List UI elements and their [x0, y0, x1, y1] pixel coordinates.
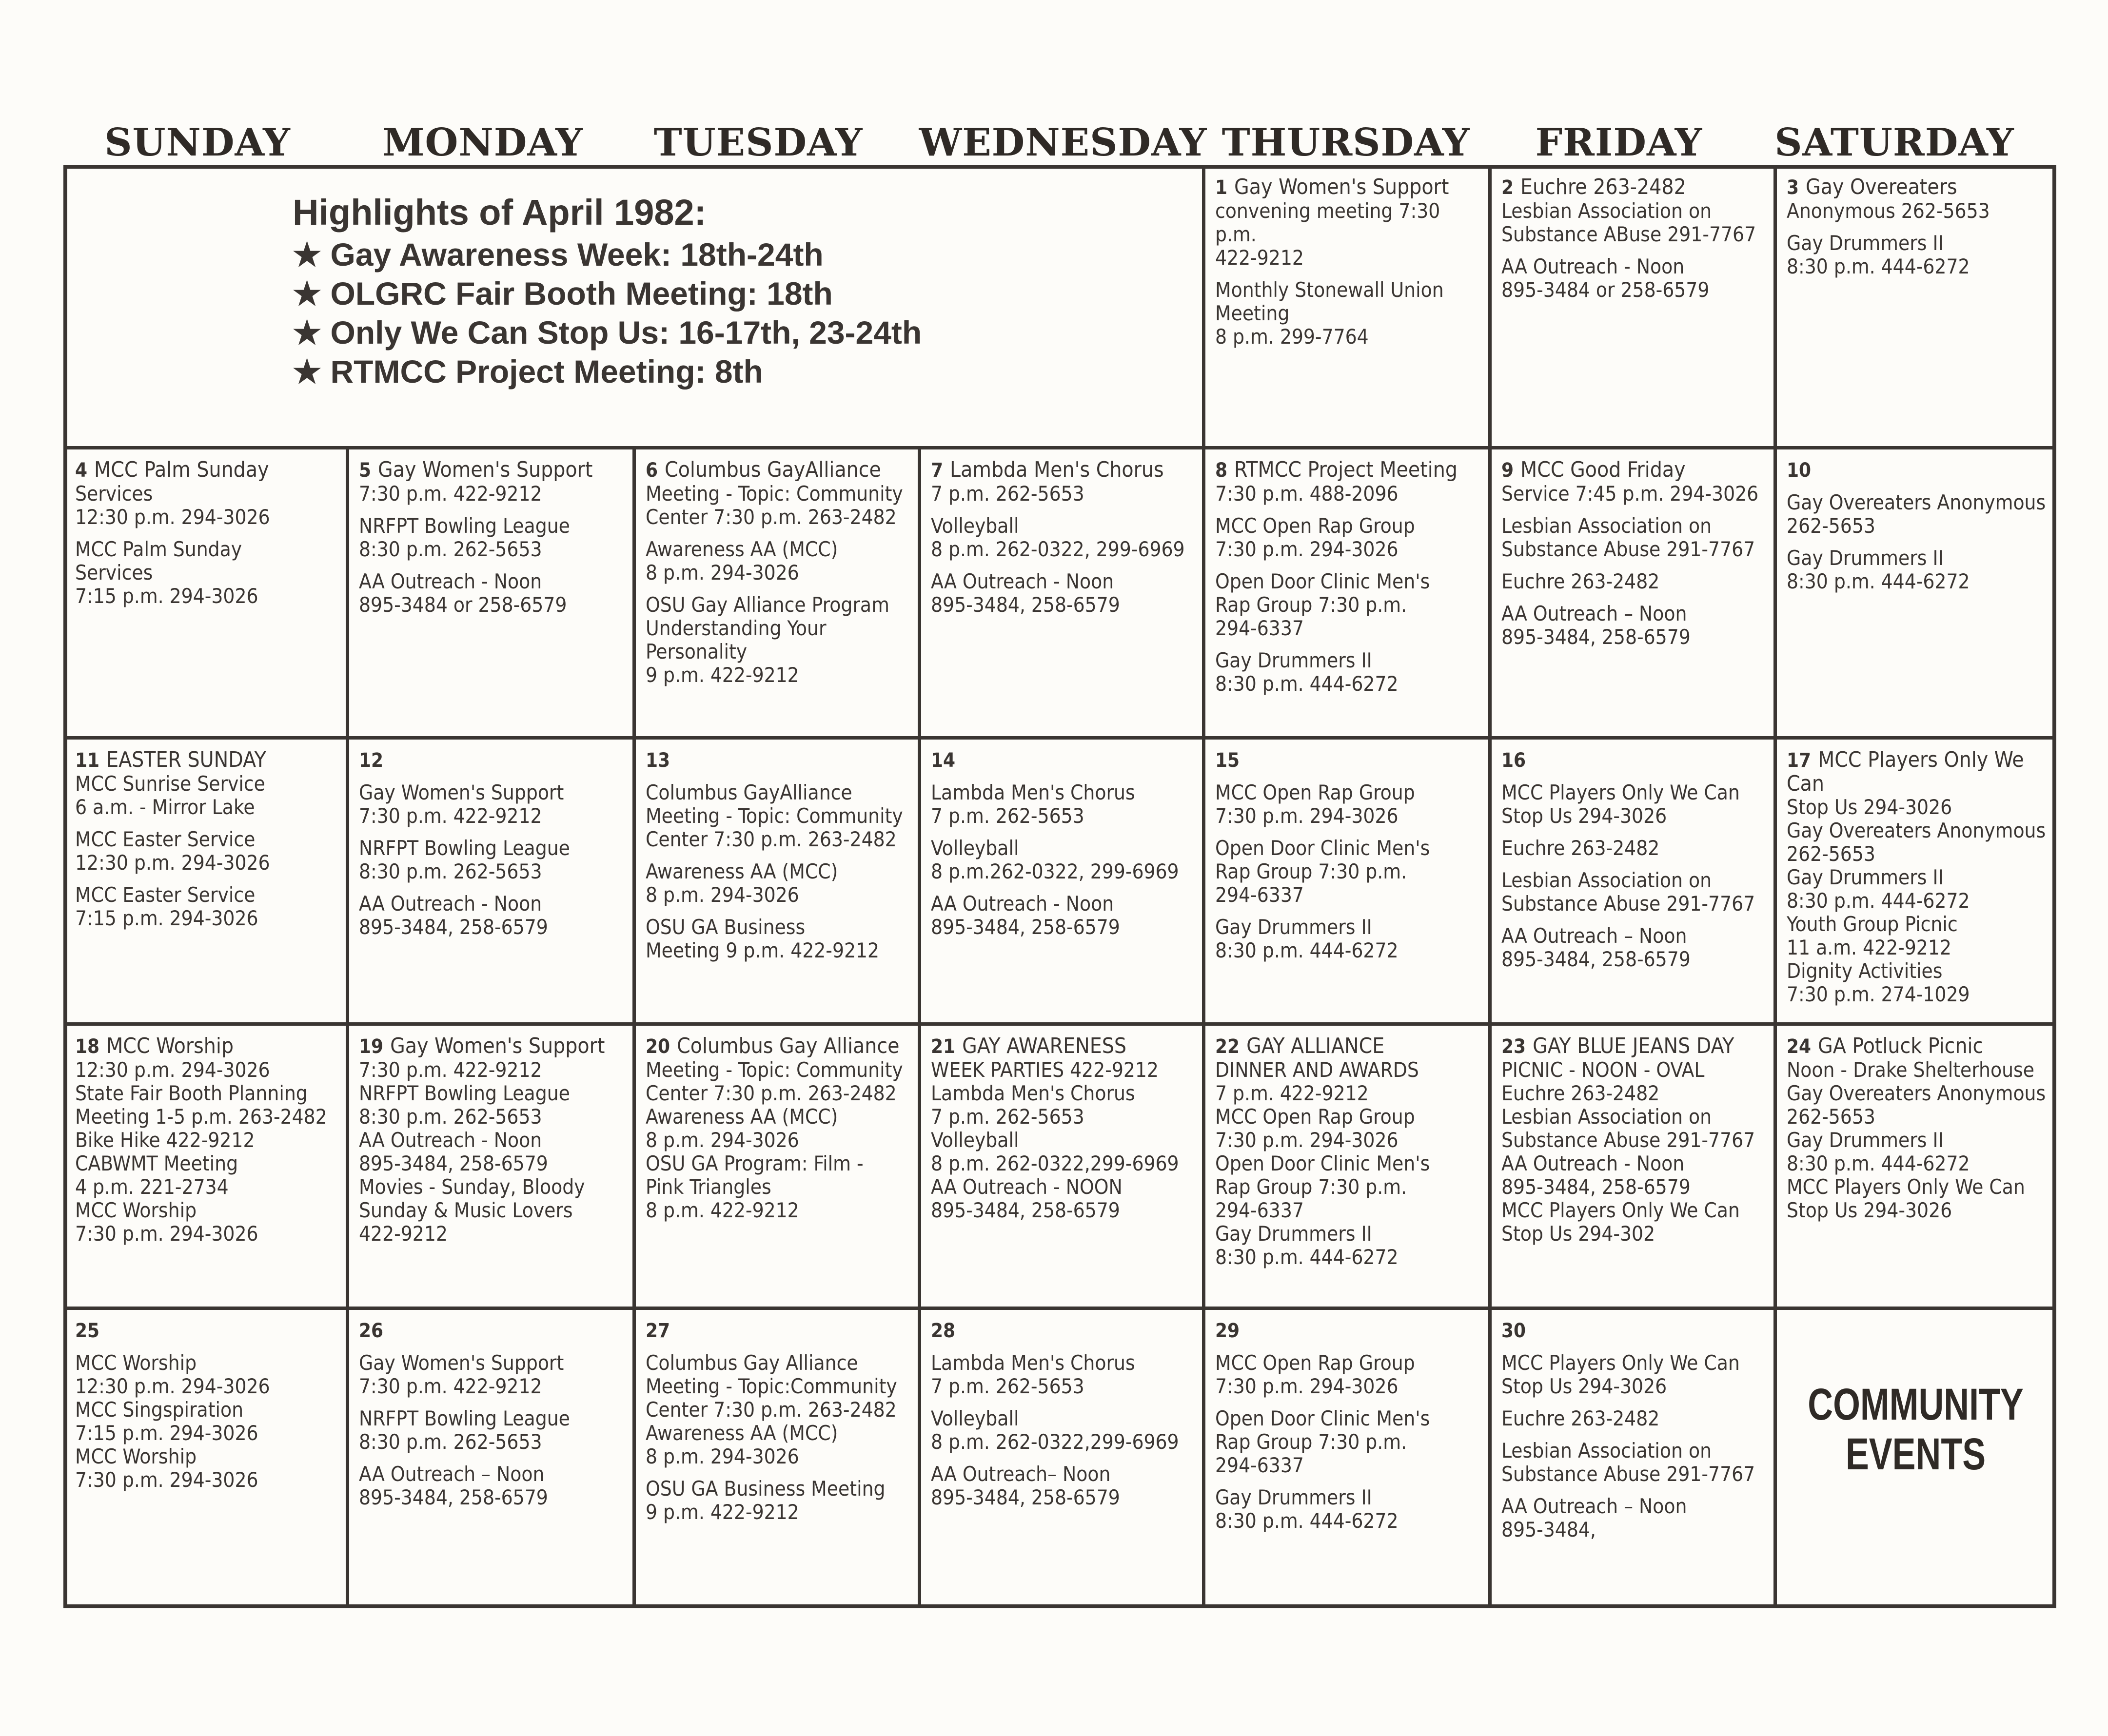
event-entry: MCC Open Rap Group 7:30 p.m. 294-3026: [1215, 780, 1415, 828]
highlight-item: ★ OLGRC Fair Booth Meeting: 18th: [293, 275, 833, 312]
weekday-friday: FRIDAY: [1535, 120, 1703, 165]
event-entry: AA Outreach - Noon 895-3484, 258-6579: [931, 569, 1120, 617]
highlight-item: ★ Gay Awareness Week: 18th-24th: [293, 236, 824, 273]
event-entry: Noon - Drake Shelterhouse Gay Overeaters Anonymous 262-5653 Gay Drummers II 8:30 p.m. 444-6272 MCC Players Only We Can Stop Us 294-3026: [1787, 1058, 2046, 1222]
event-entry: Lambda Men's Chorus 7 p.m. 262-5653: [931, 780, 1135, 828]
highlights-title: Highlights of April 1982:: [293, 192, 707, 233]
event-entry: Open Door Clinic Men's Rap Group 7:30 p.m. 294-6337: [1215, 836, 1430, 907]
event-entry: Lambda Men's Chorus 7 p.m. 262-5653: [931, 1351, 1135, 1398]
event-entry: Euchre 263-2482: [1501, 569, 1660, 593]
day-cell-4: [65, 449, 345, 736]
weekday-tuesday: TUESDAY: [653, 120, 863, 165]
event-entry: 7:30 p.m. 488-2096: [1215, 482, 1399, 506]
event-entry: Gay Drummers II 8:30 p.m. 444-6272: [1787, 546, 1970, 593]
event-entry: Awareness AA (MCC) 8 p.m. 294-3026: [646, 859, 838, 907]
grid-column-divider: [346, 448, 349, 1608]
event-heading: Gay Women's Support: [1234, 175, 1449, 199]
event-entry: Anonymous 262-5653: [1787, 199, 1990, 223]
day-cell-1: [1205, 167, 1488, 446]
day-number: 14: [931, 749, 956, 772]
day-cell-28: [921, 1310, 1202, 1606]
event-entry: Lesbian Association on Substance ABuse 291-7767: [1501, 199, 1756, 246]
event-entry: NRFPT Bowling League 8:30 p.m. 262-5653: [359, 1406, 570, 1454]
event-entry: OSU GA Business Meeting 9 p.m. 422-9212: [646, 1477, 886, 1524]
day-number: 29: [1215, 1320, 1240, 1342]
day-number: 5: [359, 459, 372, 482]
day-cell-5: [349, 449, 632, 736]
day-number: 6: [646, 459, 658, 482]
day-number: 13: [646, 749, 670, 772]
event-heading: MCC Worship: [106, 1034, 234, 1058]
highlight-item: ★ RTMCC Project Meeting: 8th: [293, 353, 763, 390]
grid-column-divider: [1202, 165, 1205, 1608]
day-cell-2: [1492, 167, 1773, 446]
day-number: 3: [1787, 176, 1799, 199]
event-entry: Columbus GayAlliance Meeting - Topic: Community Center 7:30 p.m. 263-2482: [646, 780, 903, 851]
day-cell-7: [921, 449, 1202, 736]
day-cell-24: [1777, 1026, 2054, 1306]
event-heading: MCC Good Friday: [1520, 457, 1686, 482]
event-entry: Open Door Clinic Men's Rap Group 7:30 p.m. 294-6337: [1215, 1406, 1430, 1477]
event-entry: Gay Drummers II 8:30 p.m. 444-6272: [1787, 231, 1970, 278]
event-entry: AA Outreach – Noon 895-3484, 258-6579: [1501, 602, 1691, 649]
day-cell-12: [349, 740, 632, 1022]
event-entry: 12:30 p.m. 294-3026 State Fair Booth Planning Meeting 1-5 p.m. 263-2482 Bike Hike 422-9212 CABWMT Meeting 4 p.m. 221-2734 MCC Worship 7:30 p.m. 294-3026: [75, 1058, 327, 1246]
day-cell-30: [1492, 1310, 1773, 1606]
day-cell-27: [636, 1310, 917, 1606]
day-number: 15: [1215, 749, 1240, 772]
event-heading: RTMCC Project Meeting: [1234, 457, 1458, 482]
day-cell-13: [636, 740, 917, 1022]
event-entry: convening meeting 7:30 p.m. 422-9212: [1215, 199, 1440, 270]
highlights-box: [293, 190, 1170, 391]
grid-row-divider: [63, 446, 2056, 449]
event-entry: Gay Drummers II 8:30 p.m. 444-6272: [1215, 1485, 1399, 1533]
day-number: 8: [1215, 459, 1228, 482]
day-number: 21: [931, 1035, 956, 1058]
event-heading: Gay Women's Support: [390, 1034, 605, 1058]
event-entry: Awareness AA (MCC) 8 p.m. 294-3026: [646, 537, 838, 585]
day-number: 24: [1787, 1035, 1812, 1058]
day-cell-29: [1205, 1310, 1488, 1606]
day-cell-19: [349, 1026, 632, 1306]
event-entry: Euchre 263-2482: [1501, 1406, 1660, 1430]
event-heading: GAY AWARENESS: [962, 1034, 1127, 1058]
event-entry: Meeting - Topic: Community Center 7:30 p.m. 263-2482 Awareness AA (MCC) 8 p.m. 294-3026 OSU GA Program: Film - Pink Triangles 8 p.m. 422-9212: [646, 1058, 903, 1222]
day-number: 25: [75, 1320, 100, 1342]
highlight-item: ★ Only We Can Stop Us: 16-17th, 23-24th: [293, 314, 922, 351]
event-entry: AA Outreach – Noon 895-3484,: [1501, 1494, 1687, 1541]
event-entry: Volleyball 8 p.m. 262-0322, 299-6969: [931, 514, 1185, 561]
event-heading: MCC Palm Sunday: [94, 457, 269, 482]
event-entry: Monthly Stonewall Union Meeting 8 p.m. 299-7764: [1215, 278, 1444, 349]
event-entry: Volleyball 8 p.m. 262-0322,299-6969: [931, 1406, 1179, 1454]
event-entry: PICNIC - NOON - OVAL Euchre 263-2482 Lesbian Association on Substance Abuse 291-7767 AA Outreach - Noon 895-3484, 258-6579 MCC Players Only We Can Stop Us 294-302: [1501, 1058, 1755, 1246]
day-cell-18: [65, 1026, 345, 1306]
event-heading: Columbus GayAlliance: [665, 457, 881, 482]
day-number: 30: [1501, 1320, 1526, 1342]
community-events-label: COMMUNITY EVENTS: [1808, 1380, 2024, 1479]
event-entry: Gay Women's Support 7:30 p.m. 422-9212: [359, 780, 564, 828]
event-entry: AA Outreach - Noon 895-3484 or 258-6579: [1501, 254, 1710, 302]
event-entry: NRFPT Bowling League 8:30 p.m. 262-5653: [359, 514, 570, 561]
grid-column-divider: [1488, 165, 1492, 1608]
day-number: 26: [359, 1320, 384, 1342]
day-cell-16: [1492, 740, 1773, 1022]
weekday-saturday: SATURDAY: [1774, 120, 2014, 165]
event-entry: MCC Easter Service 7:15 p.m. 294-3026: [75, 883, 258, 930]
day-cell-25: [65, 1310, 345, 1606]
event-entry: Gay Drummers II 8:30 p.m. 444-6272: [1215, 915, 1399, 962]
day-number: 20: [646, 1035, 670, 1058]
event-entry: Service 7:45 p.m. 294-3026: [1501, 482, 1759, 506]
event-heading: GAY ALLIANCE: [1246, 1034, 1385, 1058]
day-number: 22: [1215, 1035, 1240, 1058]
event-entry: MCC Open Rap Group 7:30 p.m. 294-3026: [1215, 514, 1415, 561]
event-entry: Meeting - Topic: Community Center 7:30 p.m. 263-2482: [646, 482, 903, 529]
day-cell-21: [921, 1026, 1202, 1306]
event-entry: 7:30 p.m. 422-9212 NRFPT Bowling League 8:30 p.m. 262-5653 AA Outreach - Noon 895-3484, 258-6579 Movies - Sunday, Bloody Sunday & Music Lovers 422-9212: [359, 1058, 585, 1246]
day-number: 18: [75, 1035, 100, 1058]
day-number: 19: [359, 1035, 384, 1058]
event-entry: MCC Open Rap Group 7:30 p.m. 294-3026: [1215, 1351, 1415, 1398]
event-entry: Open Door Clinic Men's Rap Group 7:30 p.m. 294-6337: [1215, 569, 1430, 640]
event-entry: DINNER AND AWARDS 7 p.m. 422-9212 MCC Open Rap Group 7:30 p.m. 294-3026 Open Door Clinic Men's Rap Group 7:30 p.m. 294-6337 Gay Drummers II 8:30 p.m. 444-6272: [1215, 1058, 1430, 1269]
day-cell-14: [921, 740, 1202, 1022]
event-entry: Stop Us 294-3026 Gay Overeaters Anonymous 262-5653 Gay Drummers II 8:30 p.m. 444-6272 Youth Group Picnic 11 a.m. 422-9212 Dignity Activities 7:30 p.m. 274-1029: [1787, 795, 2046, 1006]
event-heading: Gay Women's Support: [378, 457, 593, 482]
event-heading: MCC Players Only We Can: [1787, 747, 2024, 796]
event-entry: AA Outreach - Noon 895-3484, 258-6579: [359, 892, 548, 939]
day-number: 4: [75, 459, 88, 482]
event-entry: MCC Easter Service 12:30 p.m. 294-3026: [75, 827, 270, 875]
day-cell-8: [1205, 449, 1488, 736]
event-entry: Gay Drummers II 8:30 p.m. 444-6272: [1215, 648, 1399, 696]
event-entry: NRFPT Bowling League 8:30 p.m. 262-5653: [359, 836, 570, 883]
weekday-sunday: SUNDAY: [104, 120, 291, 165]
event-entry: AA Outreach – Noon 895-3484, 258-6579: [1501, 924, 1691, 971]
day-cell-22: [1205, 1026, 1488, 1306]
event-heading: Euchre 263-2482: [1520, 175, 1686, 199]
grid-column-divider: [1773, 165, 1777, 1608]
day-cell-23: [1492, 1026, 1773, 1306]
grid-row-divider: [63, 736, 2056, 740]
event-entry: 7:30 p.m. 422-9212: [359, 482, 542, 506]
event-heading: EASTER SUNDAY: [106, 747, 266, 772]
day-number: 23: [1501, 1035, 1526, 1058]
event-entry: Lesbian Association on Substance Abuse 291-7767: [1501, 514, 1755, 561]
day-number: 9: [1501, 459, 1514, 482]
event-entry: Gay Women's Support 7:30 p.m. 422-9212: [359, 1351, 564, 1398]
grid-row-divider: [63, 1307, 2056, 1310]
event-entry: WEEK PARTIES 422-9212 Lambda Men's Chorus 7 p.m. 262-5653 Volleyball 8 p.m. 262-0322,299-6969 AA Outreach - NOON 895-3484, 258-6579: [931, 1058, 1179, 1222]
day-number: 11: [75, 749, 100, 772]
event-entry: OSU GA Business Meeting 9 p.m. 422-9212: [646, 915, 880, 962]
day-cell-20: [636, 1026, 917, 1306]
event-entry: Lesbian Association on Substance Abuse 291-7767: [1501, 1439, 1755, 1486]
grid-column-divider: [632, 448, 636, 1608]
grid-column-divider: [918, 448, 921, 1608]
day-number: 2: [1501, 176, 1514, 199]
day-cell-11: [65, 740, 345, 1022]
event-heading: Gay Overeaters: [1806, 175, 1957, 199]
event-entry: MCC Sunrise Service 6 a.m. - Mirror Lake: [75, 772, 265, 819]
event-heading: GAY BLUE JEANS DAY: [1533, 1034, 1734, 1058]
event-entry: AA Outreach– Noon 895-3484, 258-6579: [931, 1462, 1120, 1509]
event-entry: MCC Worship 12:30 p.m. 294-3026 MCC Singspiration 7:15 p.m. 294-3026 MCC Worship 7:30 p.m. 294-3026: [75, 1351, 270, 1492]
event-entry: Columbus Gay Alliance Meeting - Topic:Community Center 7:30 p.m. 263-2482 Awareness AA (MCC) 8 p.m. 294-3026: [646, 1351, 897, 1468]
day-cell-17: [1777, 740, 2054, 1022]
day-cell-6: [636, 449, 917, 736]
day-cell-15: [1205, 740, 1488, 1022]
event-entry: AA Outreach – Noon 895-3484, 258-6579: [359, 1462, 548, 1509]
event-entry: MCC Palm Sunday Services 7:15 p.m. 294-3026: [75, 537, 258, 608]
day-number: 1: [1215, 176, 1228, 199]
day-number: 17: [1787, 749, 1812, 772]
grid-row-divider: [63, 1022, 2056, 1026]
event-heading: GA Potluck Picnic: [1818, 1034, 1984, 1058]
day-number: 7: [931, 459, 944, 482]
day-cell-26: [349, 1310, 632, 1606]
weekday-thursday: THURSDAY: [1221, 120, 1470, 165]
event-heading: Columbus Gay Alliance: [677, 1034, 900, 1058]
day-number: 28: [931, 1320, 956, 1342]
event-entry: AA Outreach - Noon 895-3484 or 258-6579: [359, 569, 567, 617]
event-entry: MCC Players Only We Can Stop Us 294-3026: [1501, 1351, 1740, 1398]
event-entry: AA Outreach - Noon 895-3484, 258-6579: [931, 892, 1120, 939]
event-entry: MCC Players Only We Can Stop Us 294-3026: [1501, 780, 1740, 828]
event-entry: 7 p.m. 262-5653: [931, 482, 1084, 506]
event-entry: Euchre 263-2482: [1501, 836, 1660, 860]
day-number: 10: [1787, 459, 1812, 482]
day-number: 12: [359, 749, 384, 772]
event-entry: Services 12:30 p.m. 294-3026: [75, 482, 270, 529]
weekday-monday: MONDAY: [382, 120, 583, 165]
day-cell-10: [1777, 449, 2054, 736]
day-cell-9: [1492, 449, 1773, 736]
event-entry: OSU Gay Alliance Program Understanding Your Personality 9 p.m. 422-9212: [646, 593, 889, 687]
event-entry: Lesbian Association on Substance Abuse 291-7767: [1501, 868, 1755, 916]
day-number: 27: [646, 1320, 670, 1342]
day-number: 16: [1501, 749, 1526, 772]
event-entry: Gay Overeaters Anonymous 262-5653: [1787, 490, 2046, 538]
event-heading: Lambda Men's Chorus: [950, 457, 1164, 482]
event-entry: Volleyball 8 p.m.262-0322, 299-6969: [931, 836, 1179, 883]
day-cell-3: [1777, 167, 2054, 446]
weekday-wednesday: WEDNESDAY: [919, 120, 1207, 165]
